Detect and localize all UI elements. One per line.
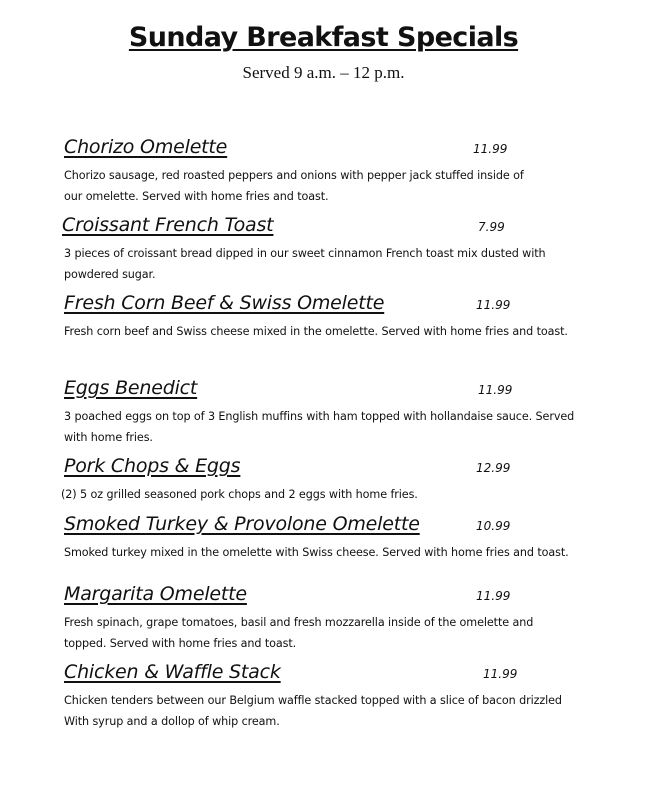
- item-description: Chorizo sausage, red roasted peppers and onions with pepper jack stuffed inside of our omelette. Served with home fries and toast.: [64, 169, 524, 203]
- menu-subtitle: Served 9 a.m. – 12 p.m.: [242, 63, 405, 82]
- item-description: 3 poached eggs on top of 3 English muffins with ham topped with hollandaise sauce. Served with home fries.: [64, 410, 575, 444]
- item-name: Croissant French Toast: [62, 214, 274, 236]
- item-name: Chorizo Omelette: [64, 136, 228, 158]
- item-price: 7.99: [478, 220, 505, 234]
- item-name: Smoked Turkey & Provolone Omelette: [64, 513, 420, 535]
- item-price: 12.99: [476, 461, 511, 475]
- item-description: Smoked turkey mixed in the omelette with Swiss cheese. Served with home fries and toast.: [64, 546, 569, 559]
- menu-title: Sunday Breakfast Specials: [128, 22, 519, 53]
- item-price: 11.99: [476, 589, 511, 603]
- item-description: Fresh spinach, grape tomatoes, basil and fresh mozzarella inside of the omelette and topped. Served with home fries and toast.: [64, 616, 534, 650]
- item-name: Chicken & Waffle Stack: [64, 661, 281, 683]
- item-description: Chicken tenders between our Belgium waffle stacked topped with a slice of bacon drizzled With syrup and a dollop of whip cream.: [64, 694, 562, 728]
- item-price: 11.99: [478, 383, 513, 397]
- item-name: Eggs Benedict: [64, 377, 198, 399]
- item-name: Pork Chops & Eggs: [64, 455, 241, 477]
- item-name: Fresh Corn Beef & Swiss Omelette: [64, 292, 385, 314]
- item-price: 11.99: [483, 667, 518, 681]
- item-price: 10.99: [476, 519, 511, 533]
- item-price: 11.99: [473, 142, 508, 156]
- item-price: 11.99: [476, 298, 511, 312]
- item-description: 3 pieces of croissant bread dipped in our sweet cinnamon French toast mix dusted with powdered sugar.: [64, 247, 546, 281]
- item-name: Margarita Omelette: [64, 583, 247, 605]
- item-description: (2) 5 oz grilled seasoned pork chops and 2 eggs with home fries.: [61, 488, 418, 501]
- item-description: Fresh corn beef and Swiss cheese mixed in the omelette. Served with home fries and toast.: [64, 325, 568, 338]
